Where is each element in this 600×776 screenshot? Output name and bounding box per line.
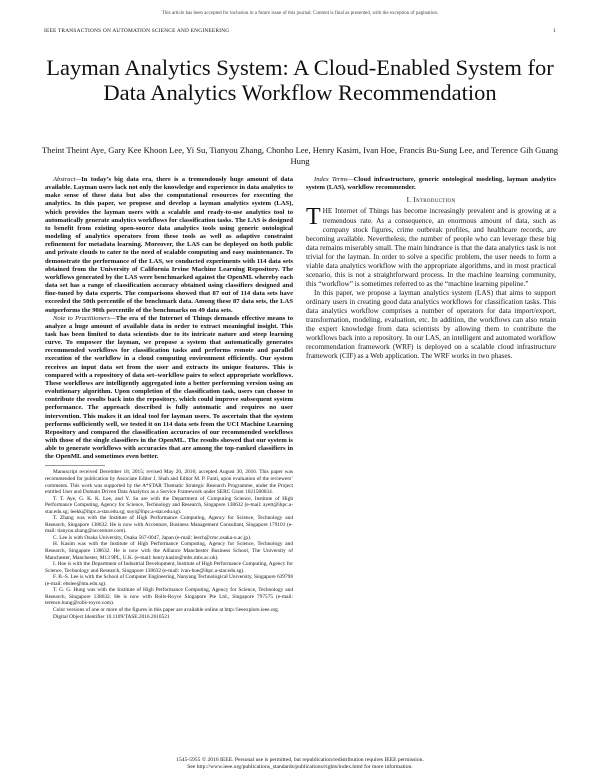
- footnote: Digital Object Identifier 10.1109/TASE.2016.2610521: [53, 613, 170, 620]
- abstract: [45, 176, 293, 315]
- footnote: T. Zhang was with the Institute of High Performance Computing, Agency for Science, Technology and Research, Singapore 138632. He is now with Accenture, Business Management Consultant, Singapore 179101 (e-mail: tianyou.zhang@accenture.com).: [45, 515, 293, 535]
- acceptance-note: This article has been accepted for inclusion in a future issue of this journal. Content is final as presented, with the exception of pagination.: [161, 11, 439, 16]
- copyright-line: 1545-5955 © 2016 IEEE. Personal use is permitted, but republication/redistribution requires IEEE permission.: [176, 757, 424, 763]
- footnote: Manuscript received December 18, 2015; revised May 20, 2016; accepted August 30, 2016. This paper was recommended for publication by Associate Editor J. Shah and Editor M. P. Fanti, upon evaluation of the reviewers’ comments. This work was supported by the A*STAR Thematic Strategic Research Programme, under the Project entitled User and Domain Driven Data Analytics as a Service Framework under SERC Grant 1021580034.: [45, 469, 293, 496]
- note-to-practitioners: [45, 315, 293, 462]
- left-column: [45, 176, 293, 620]
- intro-paragraph-2: In this paper, we propose a layman analytics system (LAS) that aims to support ordinary users in creating good data analytics workflows for classification tasks. This data analytics workflow comprises a number of operators for data import/export, transformation, modeling, evaluation, etc. In addition, the workflows can also retain the expert knowledge from data scientists by allowing them to contribute the workflows back into a repository. In our LAS, an intelligent and automated workflow recommendation framework (WRF) is deployed on a scalable cloud infrastructure framework (CIF) as a Web application. The WRF works in two phases.: [306, 288, 556, 361]
- abstract-text: In today’s big data era, there is a tremendously huge amount of data available. Layman users lack not only the knowledge and experience in data analytics to make sense of these data but also the computational resources for executing the analytics. In this paper, we propose and develop a layman analytics system (LAS), which provides the layman users with a scalable and ready-to-use analytics tool to automatically generate analytics workflows for classification tasks. The LAS is designed to benefit from existing open-source data analytics tools using generic ontological modeling of analytics operators from these tools as well as adaptive constraint refinement for metadata learning. Moreover, the LAS can be deployed on both public and private clouds to cater to the need of scalable computing and easy maintenance. To demonstrate the performance of the LAS, we conducted experiments with 114 data sets obtained from the University of California Irvine Machine Learning Repository. The workflows generated by the LAS were benchmarked against the OpenML whereby each data set has a range of classification accuracy obtained using classifiers designed and fine-tuned by data experts. The comparisons showed that 87 out of 114 data sets have exceeded the 50th percentile of the benchmark data. Among these 87 data sets, the LAS outperforms the 90th percentile of the benchmarks on 49 data sets.: [45, 176, 293, 314]
- intro-paragraph-1: [306, 204, 556, 288]
- intro-text-1: HE Internet of Things has become increasingly prevalent and is growing at a tremendous rate. As a consequence, an enormous amount of data, such as company stock figures, crime outbreak profiles, and healthcare records, are becoming available. Nevertheless, the number of people who can leverage these big data remains miserably small. The main hindrance is that the data analytics task is not trivial for the layman. In order to solve a specific problem, the user needs to form a viable data analytics workflow with the appropriate algorithms, and in most practical scenario, this is not a straightforward process. In the machine learning community, this “workflow” is sometimes referred to as the “machine learning pipeline.”: [306, 207, 556, 288]
- abstract-label: Abstract—: [53, 176, 82, 183]
- footnote-divider: [45, 465, 105, 466]
- section-heading: I. Introduction: [406, 196, 456, 205]
- footnote: C. Lee is with Osaka University, Osaka 567-0047, Japan (e-mail: leech@cmc.osaka-u.ac.jp).: [53, 534, 252, 541]
- index-terms-text: Cloud infrastructure, generic ontological modeling, layman analytics system (LAS), workflow recommender.: [306, 176, 556, 192]
- running-head: [44, 28, 556, 34]
- footnote: F. B.-S. Lee is with the School of Computer Engineering, Nanyang Technological University, Singapore 639798 (e-mail: ebslee@ntu.edu.sg).: [45, 574, 293, 587]
- rights-link-line: See http://www.ieee.org/publications_standards/publications/rights/index.html for more information.: [187, 764, 413, 771]
- footnote: T. G. G. Hung was with the Institute of High Performance Computing, Agency for Science, Technology and Research, Singapore 138632. He is now with Rolls-Royce Singapore Pte Ltd., Singapore 797575 (e-mail: terence.hung@rolls-royce.com).: [45, 587, 293, 607]
- journal-name: IEEE TRANSACTIONS ON AUTOMATION SCIENCE AND ENGINEERING: [44, 28, 230, 34]
- index-terms: [306, 176, 556, 192]
- practitioners-text: The era of the Internet of Things demands effective means to analyze a huge amount of available data in order to extract meaningful insight. This task has been limited to data scientists due to its intricate nature and steep learning curve. To empower the layman, we propose a system that automatically generates recommended workflows for classification tasks and performs remote and parallel execution of the workflow in a cloud computing environment efficiently. Our system receives an input data set from the user and extracts its unique features. This is compared with a repository of data set–workflow pairs to select appropriate workflows. These workflows are intelligently aggregated into a better performing version using an evolutionary algorithm. Upon completion of the classification task, users can choose to contribute the results back into the repository, which could improve subsequent system performance. The approach described is fully automatic and requires no user intervention. This makes it an ideal tool for layman users. To ascertain that the system performs sufficiently well, we tested it on 114 data sets from the UCI Machine Learning Repository and compared the classification accuracies of our recommended workflows with those of the single classifiers in the OpenML. The results showed that our system is able to generate workflows with accuracies that are among the top-ranked classifiers in the OpenML and sometimes even better.: [45, 314, 293, 461]
- author-list: Theint Theint Aye, Gary Kee Khoon Lee, Yi Su, Tianyou Zhang, Chonho Lee, Henry Kasim, Ivan Hoe, Francis Bu-Sung Lee, and Terence Gih Guang Hung: [41, 145, 559, 166]
- footnote: T. T. Aye, G. K. K. Lee, and Y. Su are with the Department of Computing Science, Institute of High Performance Computing, Agency for Science, Technology and Research, Singapore 138632 (e-mail: ayett@ihpc.a-star.edu.sg; leekk@ihpc.a-star.edu.sg; suyi@ihpc.a-star.edu.sg).: [45, 495, 293, 515]
- practitioners-label: Note to Practitioners—: [53, 314, 116, 322]
- index-terms-label: Index Terms—: [314, 176, 354, 183]
- copyright-note: [0, 757, 600, 771]
- footnote: H. Kasim was with the Institute of High Performance Computing, Agency for Science, Technology and Research, Singapore 138632. He is now with the Alliance Manchester Business School, The University of Manchester, Manchester, M13 9PL, U.K. (e-mail: henry.kasim@mbs.mbs.ac.uk).: [45, 541, 293, 561]
- right-column: [306, 176, 556, 361]
- paper-title: Layman Analytics System: A Cloud-Enabled System for Data Analytics Workflow Recommendation: [46, 55, 554, 105]
- page-number: 1: [553, 28, 556, 34]
- drop-cap: T: [306, 204, 321, 231]
- footnote: Color versions of one or more of the figures in this paper are available online at http://ieeexplore.ieee.org.: [53, 606, 280, 613]
- footnote: I. Hoe is with the Department of Industrial Development, Institute of High Performance Computing, Agency for Science, Technology and Research, Singapore 138632 (e-mail: ivan-hoe@ihpc.a-star.edu.sg).: [45, 561, 293, 574]
